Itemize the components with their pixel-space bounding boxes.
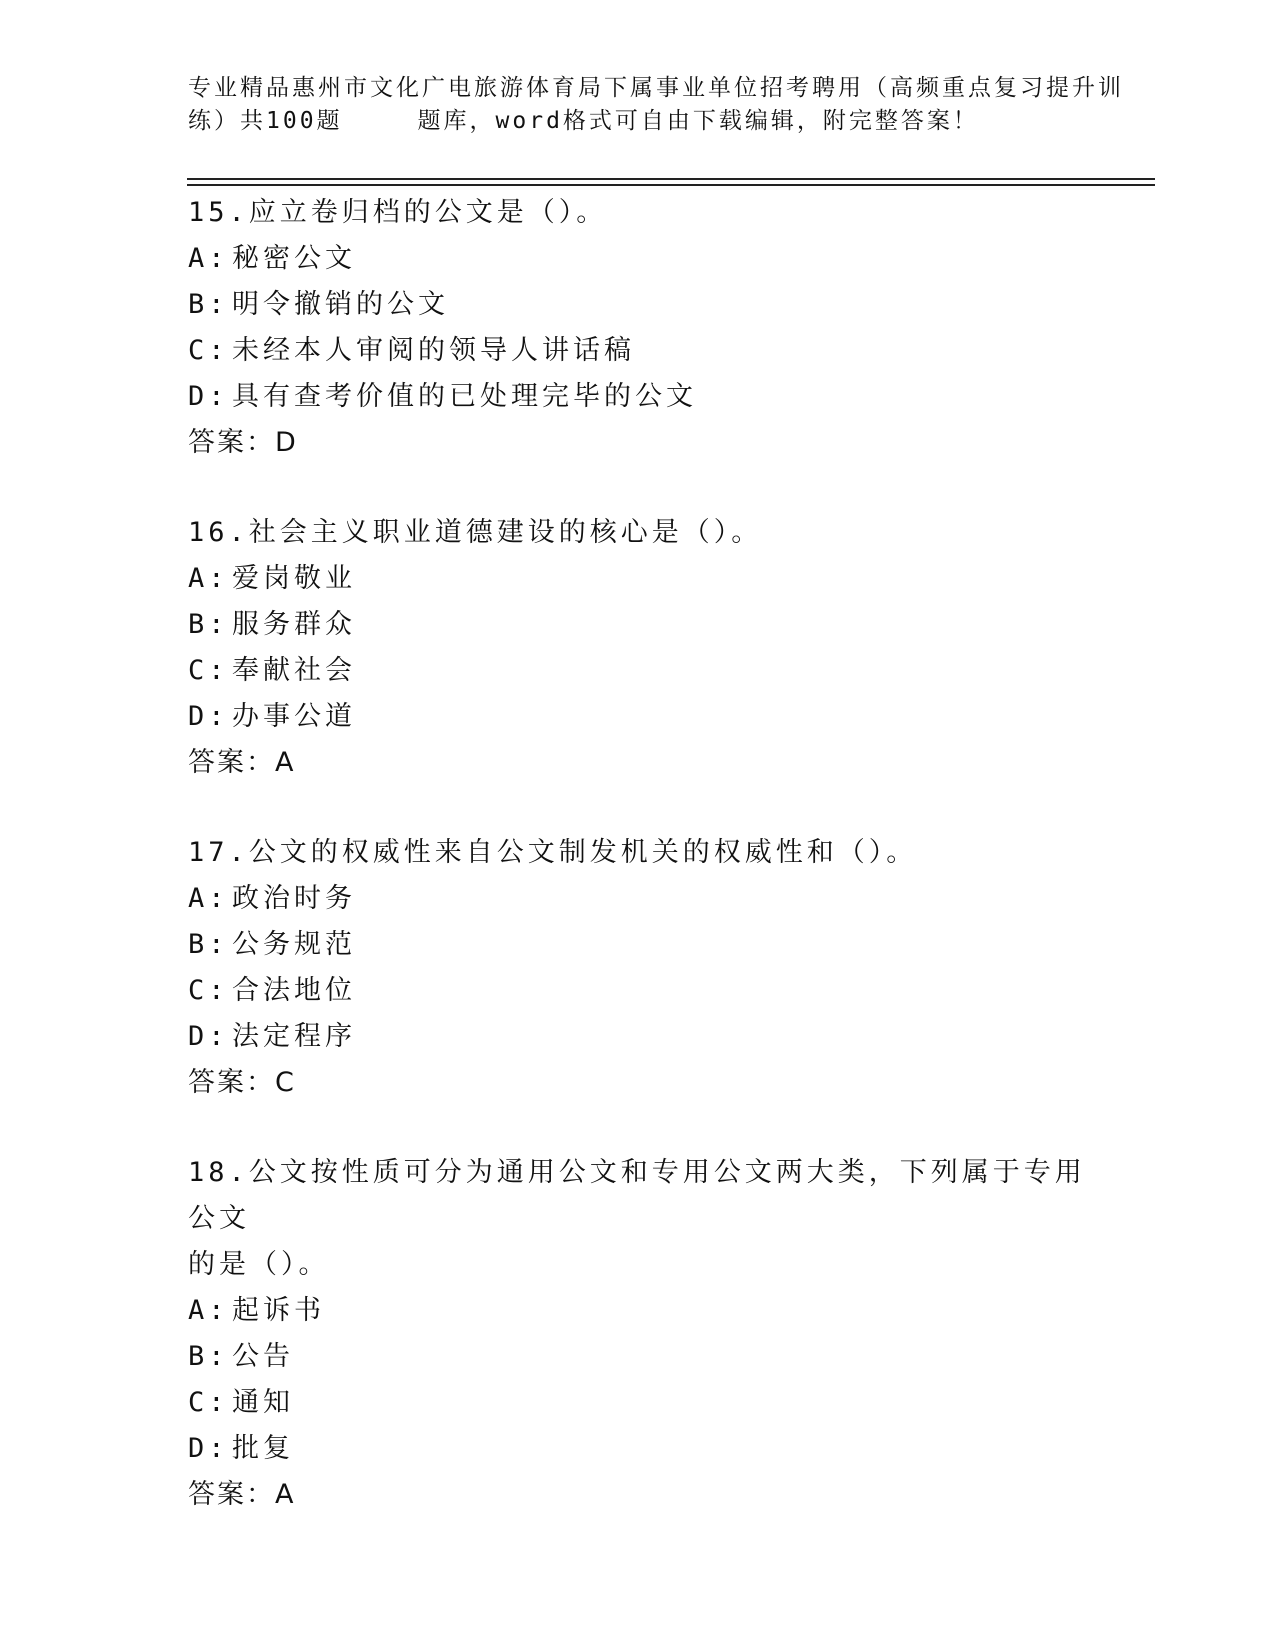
option-text: 奉献社会 xyxy=(232,655,356,686)
option-text: 公告 xyxy=(232,1341,294,1372)
option-text: 起诉书 xyxy=(232,1295,325,1326)
option-a xyxy=(188,556,762,602)
question-text: 应立卷归档的公文是（）。 xyxy=(248,197,608,228)
option-c xyxy=(188,1380,1088,1426)
question-stem-line xyxy=(188,190,697,236)
option-b xyxy=(188,282,697,328)
question-stem-line xyxy=(188,1150,1088,1242)
option-d xyxy=(188,1426,1088,1472)
question-18 xyxy=(188,1150,1088,1518)
header-title-part-1: 练）共100题 xyxy=(188,108,343,134)
header-title-line-1: 专业精品惠州市文化广电旅游体育局下属事业单位招考聘用（高频重点复习提升训 xyxy=(188,75,1124,101)
option-text: 服务群众 xyxy=(232,609,356,640)
option-letter: A: xyxy=(188,883,229,914)
question-number: 16. xyxy=(188,517,249,548)
answer-text: 答案：A xyxy=(188,747,296,778)
question-text: 公文的权威性来自公文制发机关的权威性和（）。 xyxy=(248,837,918,868)
option-b xyxy=(188,602,762,648)
option-text: 具有查考价值的已处理完毕的公文 xyxy=(232,381,697,412)
option-letter: D: xyxy=(188,701,229,732)
option-c xyxy=(188,648,762,694)
option-c xyxy=(188,328,697,374)
option-b xyxy=(188,922,917,968)
question-number: 17. xyxy=(188,837,249,868)
option-text: 未经本人审阅的领导人讲话稿 xyxy=(232,335,635,366)
option-text: 合法地位 xyxy=(232,975,356,1006)
option-letter: D: xyxy=(188,1433,229,1464)
question-number: 15. xyxy=(188,197,249,228)
option-letter: C: xyxy=(188,335,229,366)
question-stem xyxy=(188,510,762,556)
document-header xyxy=(188,72,1124,138)
question-stem-line xyxy=(188,510,762,556)
option-a xyxy=(188,876,917,922)
option-text: 办事公道 xyxy=(232,701,356,732)
option-d xyxy=(188,374,697,420)
header-title-line-2 xyxy=(188,105,1088,138)
option-letter: A: xyxy=(188,243,229,274)
option-letter: C: xyxy=(188,655,229,686)
option-d xyxy=(188,694,762,740)
option-text: 法定程序 xyxy=(232,1021,356,1052)
answer-text: 答案：C xyxy=(188,1067,296,1098)
option-text: 政治时务 xyxy=(232,883,356,914)
question-stem-line xyxy=(188,830,917,876)
option-b xyxy=(188,1334,1088,1380)
option-a xyxy=(188,1288,1088,1334)
option-text: 秘密公文 xyxy=(232,243,356,274)
question-text: 社会主义职业道德建设的核心是（）。 xyxy=(248,517,763,548)
option-c xyxy=(188,968,917,1014)
option-letter: B: xyxy=(188,289,229,320)
option-letter: A: xyxy=(188,563,229,594)
option-letter: C: xyxy=(188,975,229,1006)
question-stem xyxy=(188,190,697,236)
option-letter: D: xyxy=(188,1021,229,1052)
answer-text: 答案：D xyxy=(188,427,298,458)
question-15 xyxy=(188,190,697,466)
question-stem xyxy=(188,830,917,876)
question-stem-line-2: 的是（）。 xyxy=(188,1249,330,1280)
option-letter: C: xyxy=(188,1387,229,1418)
header-title-part-2: 题库，word格式可自由下载编辑，附完整答案！ xyxy=(417,108,979,134)
question-17 xyxy=(188,830,917,1106)
option-text: 明令撤销的公文 xyxy=(232,289,449,320)
option-text: 批复 xyxy=(232,1433,294,1464)
answer-text: 答案：A xyxy=(188,1479,296,1510)
question-number: 18. xyxy=(188,1157,249,1188)
option-text: 通知 xyxy=(232,1387,294,1418)
question-text: 公文按性质可分为通用公文和专用公文两大类，下列属于专用公文 xyxy=(188,1157,1086,1234)
option-letter: B: xyxy=(188,929,229,960)
option-letter: D: xyxy=(188,381,229,412)
option-d xyxy=(188,1014,917,1060)
header-divider-bottom xyxy=(187,184,1155,186)
question-16 xyxy=(188,510,762,786)
option-text: 爱岗敬业 xyxy=(232,563,356,594)
option-letter: A: xyxy=(188,1295,229,1326)
option-letter: B: xyxy=(188,609,229,640)
option-letter: B: xyxy=(188,1341,229,1372)
question-stem xyxy=(188,1150,1088,1288)
option-text: 公务规范 xyxy=(232,929,356,960)
header-divider-top xyxy=(187,178,1155,180)
option-a xyxy=(188,236,697,282)
